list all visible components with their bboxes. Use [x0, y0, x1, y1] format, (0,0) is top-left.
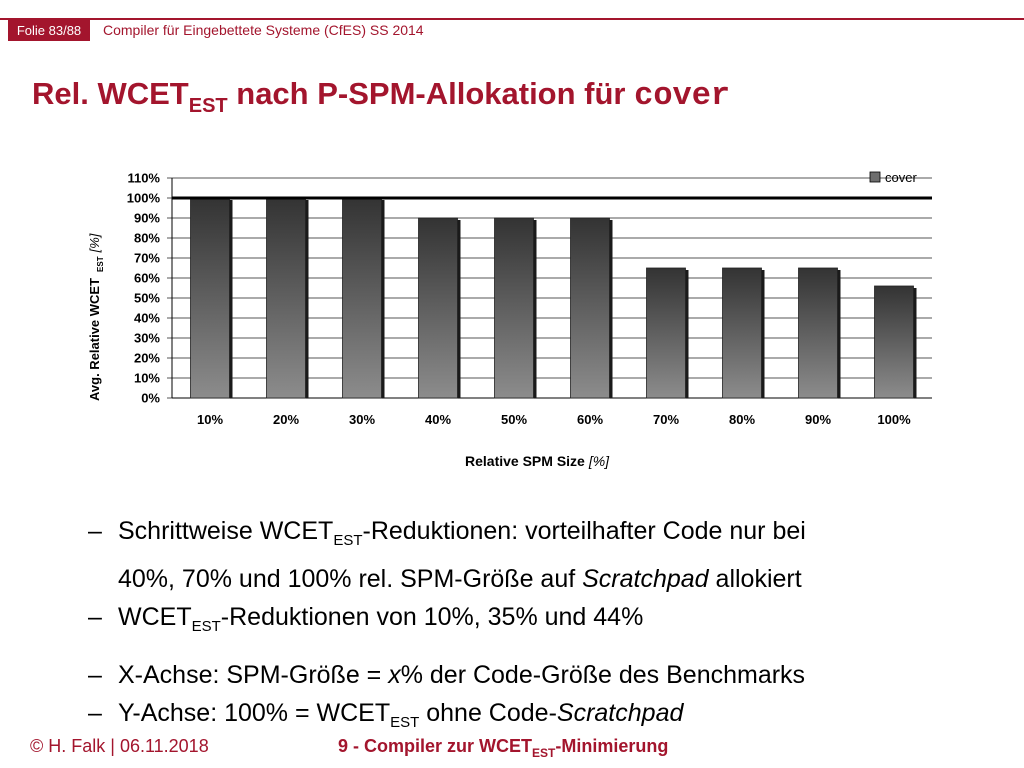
bullet-item	[88, 694, 968, 742]
bar	[571, 218, 610, 398]
x-tick-label: 100%	[877, 412, 911, 427]
title-prefix: Rel. WCET	[32, 76, 189, 111]
x-tick-labels	[197, 412, 911, 427]
x-tick-label: 20%	[272, 412, 300, 427]
legend-label: cover	[885, 170, 917, 185]
bullet-subscript: EST	[191, 618, 221, 635]
y-tick-label: 90%	[133, 210, 160, 226]
bar	[875, 286, 914, 398]
x-tick-label: 40%	[424, 412, 452, 427]
header-rule	[0, 18, 1024, 20]
bullet-dash: –	[88, 699, 102, 727]
bullet-item	[88, 512, 968, 598]
x-tick-label: 30%	[348, 412, 376, 427]
x-axis-label-main: Relative SPM Size	[465, 453, 585, 469]
bullet-dash: –	[88, 603, 102, 631]
legend-swatch	[870, 172, 880, 182]
bullet-text: -Reduktionen von 10%, 35% und 44%	[220, 603, 644, 631]
title-middle: nach P-SPM-Allokation für	[227, 76, 635, 111]
bullet-subscript: EST	[333, 532, 363, 549]
y-tick-label: 20%	[133, 350, 160, 366]
wcet-bar-chart	[80, 160, 950, 480]
bullet-dash: –	[88, 661, 102, 689]
x-axis-label-unit: [%]	[588, 453, 610, 469]
footer-chapter-text: 9 - Compiler zur WCET	[338, 736, 533, 756]
bullet-italic: Scratchpad	[556, 699, 684, 727]
y-tick-label: 10%	[133, 370, 160, 386]
x-tick-label: 50%	[500, 412, 528, 427]
bullet-text: -Reduktionen: vorteilhafter Code nur bei	[362, 517, 806, 545]
bullet-text: WCET	[118, 603, 192, 631]
bullet-italic: x	[388, 661, 401, 689]
title-code: cover	[634, 77, 731, 114]
bar	[799, 268, 838, 398]
bar	[495, 218, 534, 398]
bullet-item	[88, 598, 968, 646]
y-axis-label-sub: EST	[96, 256, 105, 272]
x-tick-label: 80%	[728, 412, 756, 427]
footer-author: © H. Falk | 06.11.2018	[30, 736, 209, 756]
x-tick-label: 10%	[196, 412, 224, 427]
y-tick-label: 30%	[133, 330, 160, 346]
bar	[419, 218, 458, 398]
bullet-text: ohne Code-	[419, 699, 557, 727]
slide-number-badge: Folie 83/88	[8, 20, 90, 41]
title-subscript: EST	[188, 95, 228, 117]
footer-chapter	[338, 736, 668, 760]
chart-legend	[870, 170, 917, 185]
bullet-italic: Scratchpad	[582, 565, 709, 593]
bullet-text: allokiert	[708, 565, 802, 593]
x-tick-label: 60%	[576, 412, 604, 427]
y-tick-label: 50%	[133, 290, 160, 306]
y-tick-label: 80%	[133, 230, 160, 246]
bullet-text: % der Code-Größe des Benchmarks	[400, 661, 806, 689]
y-tick-label: 40%	[133, 310, 160, 326]
footer-chapter-subscript: EST	[532, 746, 556, 760]
y-tick-label: 110%	[127, 170, 160, 186]
bullet-text: X-Achse: SPM-Größe =	[118, 661, 389, 689]
bar	[343, 198, 382, 398]
course-title: Compiler für Eingebettete Systeme (CfES) SS 2014	[103, 22, 424, 38]
y-tick-label: 100%	[126, 190, 160, 206]
y-axis-label-unit: [%]	[87, 233, 102, 253]
slide-title	[32, 76, 730, 118]
y-tick-labels	[127, 171, 161, 406]
bullet-spacer	[88, 646, 968, 656]
bullet-list	[88, 512, 968, 742]
y-axis-label-main: Avg. Relative WCET	[87, 277, 102, 401]
bullet-dash: –	[88, 517, 102, 545]
bullet-text: Y-Achse: 100% = WCET	[118, 699, 391, 727]
x-tick-label: 70%	[652, 412, 680, 427]
bar	[647, 268, 686, 398]
y-tick-label: 70%	[133, 250, 160, 266]
bar	[267, 198, 306, 398]
x-axis-label	[465, 453, 610, 469]
bullet-text: Schrittweise WCET	[118, 517, 334, 545]
y-tick-label: 0%	[141, 390, 160, 406]
bar	[723, 268, 762, 398]
y-axis-label	[87, 233, 105, 401]
footer-chapter-text: -Minimierung	[555, 736, 669, 756]
bullet-item	[88, 656, 968, 694]
y-tick-label: 60%	[133, 270, 160, 286]
x-tick-label: 90%	[804, 412, 832, 427]
bullet-text: 40%, 70% und 100% rel. SPM-Größe auf	[118, 565, 583, 593]
bar	[191, 198, 230, 398]
bullet-subscript: EST	[390, 714, 420, 731]
